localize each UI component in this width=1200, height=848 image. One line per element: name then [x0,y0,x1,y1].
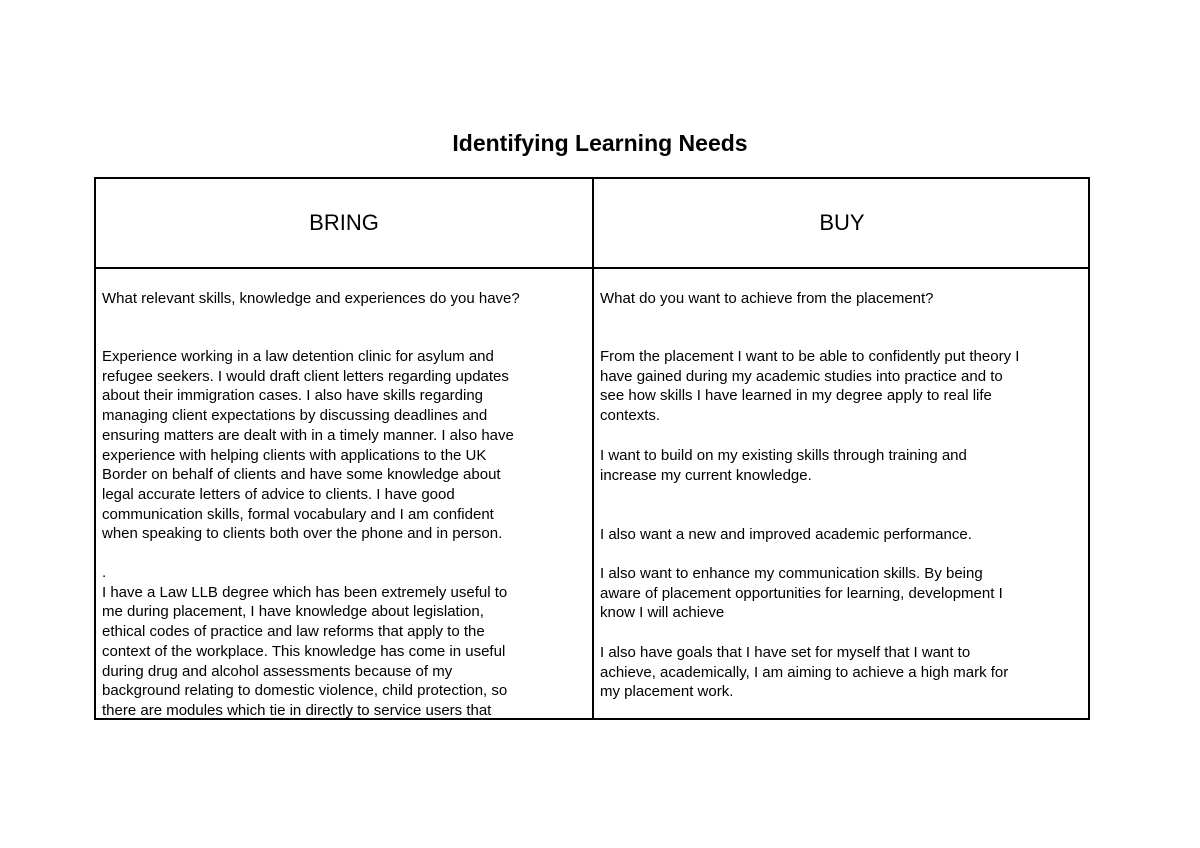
bring-paragraph: Experience working in a law detention clinic for asylum and refugee seekers. I would draft client letters regarding updates about their immigration cases. I also have skills regarding managing client expectations by discussing deadlines and ensuring matters are dealt with in a timely manner. I also have experience with helping clients with applications to the UK Border on behalf of clients and have some knowledge about legal accurate letters of advice to clients. I have good communication skills, formal vocabulary and I am confident when speaking to clients both over the phone and in person. [102,348,514,543]
bring-cell [102,269,586,718]
buy-paragraph: I also want a new and improved academic performance. [600,526,972,543]
page-title: Identifying Learning Needs [452,130,748,156]
bring-question: What relevant skills, knowledge and experiences do you have? [102,290,520,307]
header-bring: BRING [309,210,379,235]
buy-paragraph: I want to build on my existing skills through training and increase my current knowledge. [600,447,967,484]
header-buy: BUY [819,210,865,235]
buy-question: What do you want to achieve from the placement? [600,290,934,307]
bring-paragraph: . I have a Law LLB degree which has been extremely useful to me during placement, I have knowledge about legislation, ethical codes of practice and law reforms that apply to the context of the workplace. This knowledge has come in useful during drug and alcohol assessments because of my background relating to domestic violence, child protection, so there are modules which tie in directly to service users that [102,564,508,718]
buy-paragraph: I also have goals that I have set for myself that I want to achieve, academically, I am aiming to achieve a high mark for my placement work. [600,644,1009,701]
buy-paragraph: I also want to enhance my communication skills. By being aware of placement opportunities for learning, development I know I will achieve [600,565,1003,622]
buy-cell [600,269,1084,718]
buy-paragraph: From the placement I want to be able to confidently put theory I have gained during my academic studies into practice and to see how skills I have learned in my degree apply to real life contexts. [600,348,1020,425]
learning-needs-table [94,177,1090,720]
